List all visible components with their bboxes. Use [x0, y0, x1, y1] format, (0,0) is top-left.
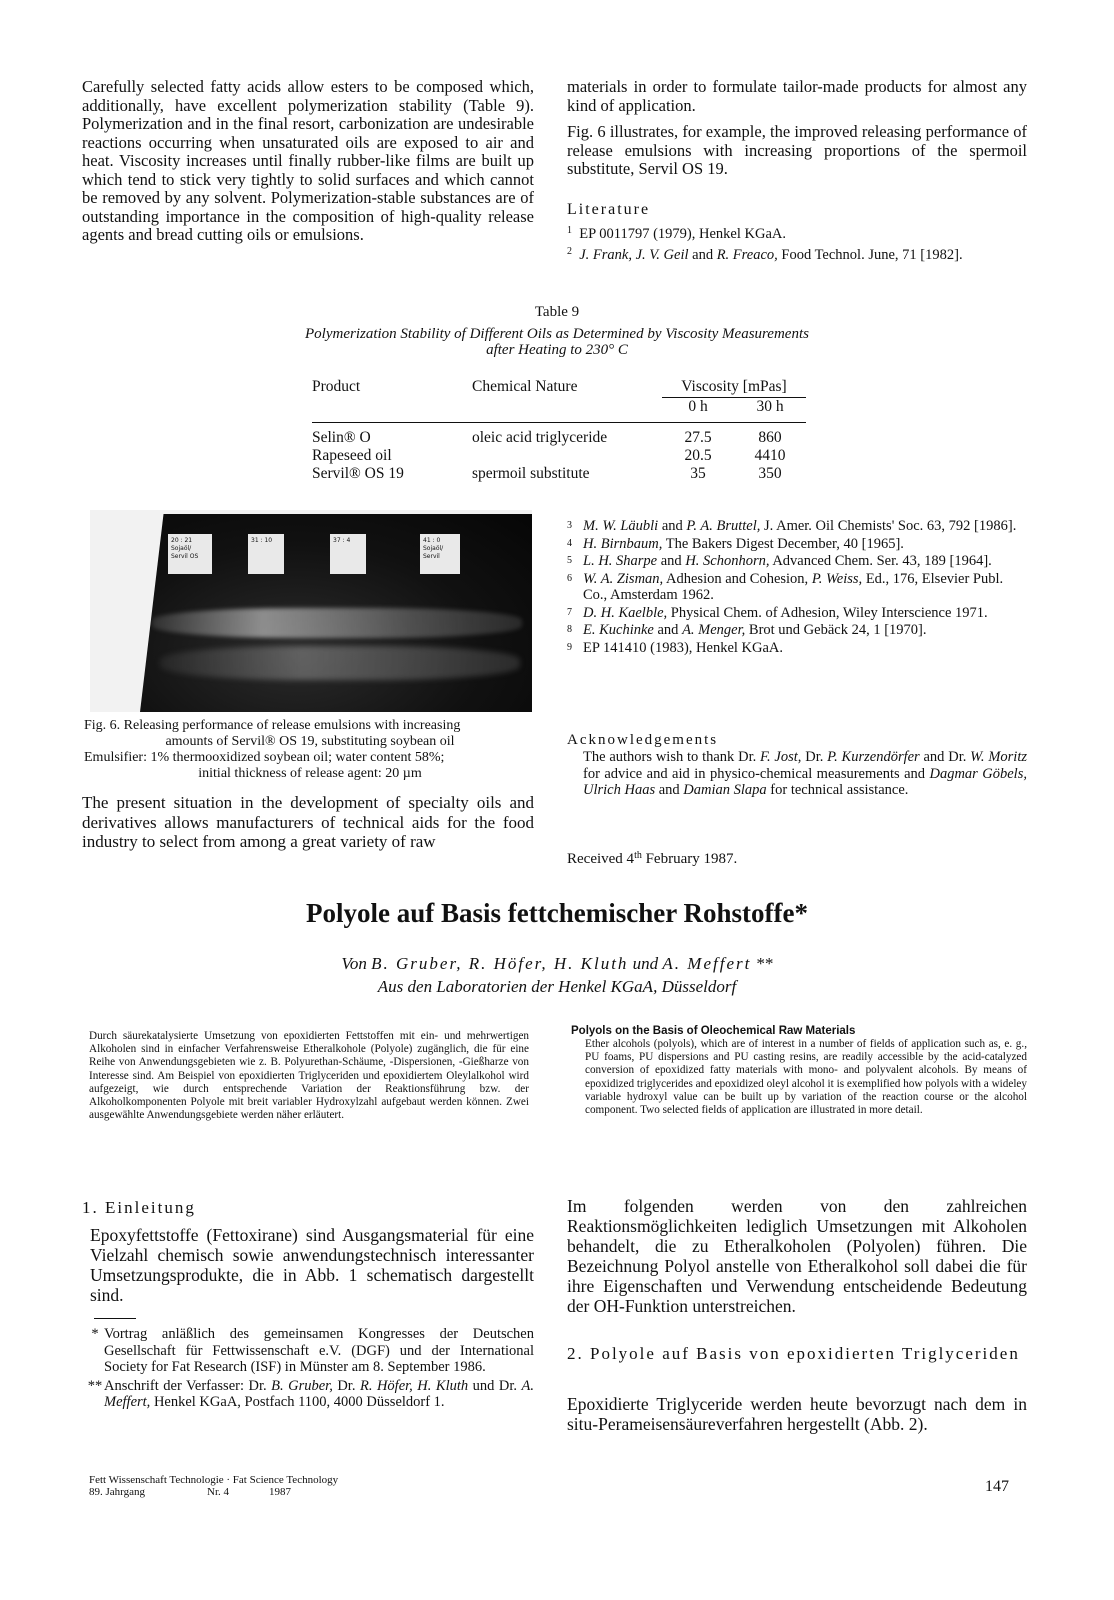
body-paragraph-polyole: Im folgenden werden von den zahlreichen Reaktionsmöglichkeiten lediglich Umsetzungen mit Alkoholen behandelt, die zu Etheralkoholen (Polyolen) führen. Die Bezeichnung Polyol anstelle von Etheralkohol soll dabei die für ihre Eigenschaften und Verwendung entscheidende Bedeutung der OH-Funktion unterstreichen.: [567, 1196, 1027, 1316]
reference-3: 3 M. W. Läubli and P. A. Bruttel, J. Amer. Oil Chemists' Soc. 63, 792 [1986].: [567, 518, 1017, 534]
table-row: Rapeseed oil 20.5 4410: [312, 447, 786, 464]
abstract-german: Durch säurekatalysierte Umsetzung von epoxidierten Fettstoffen mit ein- und mehrwertigen Alkoholen sind in einfacher Verfahrensweise Etheralkohole (Polyole) zugänglich, die für eine Reihe von Anwendungsgebieten wie z. B. Polyurethan-Schäume, -Dispersionen, -Gießharze von Interesse sind. Am Beispiel von epoxidierten Triglyceriden und epoxidiertem Oleylalkohol wird aufgezeigt, wie durch entsprechende Variation der Reaktionsführung bzw. der Alkoholkomponenten Polyole mit breit variabler Hydroxylzahl aufgebaut werden können. Zwei ausgewählte Anwendungsgebiete werden näher erläutert.: [89, 1030, 529, 1122]
received-date: Received 4th February 1987.: [567, 850, 738, 867]
table-header-product: Product: [312, 378, 361, 395]
references-list: [567, 518, 1027, 657]
reference-1: $^1$ EP 0011797 (1979), Henkel KGaA.: [567, 224, 786, 242]
table-row: Selin® O oleic acid triglyceride 27.5 860: [312, 429, 782, 446]
abstract-english-title: Polyols on the Basis of Oleochemical Raw Materials: [571, 1025, 856, 1037]
abstract-english: [571, 1024, 1027, 1117]
table-header-nature: Chemical Nature: [472, 378, 578, 395]
acknowledgements-text: The authors wish to thank Dr. F. Jost, Dr. P. Kurzendörfer and Dr. W. Moritz for advice and aid in physico-chemical measurements and Dagmar Göbels, Ulrich Haas and Damian Slapa for technical assistance.: [583, 749, 1027, 798]
reference-6: 6 W. A. Zisman, Adhesion and Cohesion, P. Weiss, Ed., 176, Elsevier Publ. Co., Amsterdam 1962.: [567, 570, 1004, 603]
footnotes: [86, 1326, 534, 1411]
article-affiliation: Aus den Laboratorien der Henkel KGaA, Düsseldorf: [377, 977, 737, 996]
body-paragraph-specialty-oils: The present situation in the development of specialty oils and derivatives allows manufacturers of technical aids for the food industry to select from among a great variety of raw: [82, 793, 534, 851]
abstract-english-text: Ether alcohols (polyols), which are of interest in a number of fields of application such as, e. g., PU foams, PU dispersions and PU casting resins, are readily accessible by the acid-catalyzed conversion of epoxidized fatty materials with mono- and polyvalent alcohols. By means of epoxidized triglycerides and epoxidized oleyl alcohol it is exemplified how polyols with a wideley variable hydroxyl value can be built up by variation of the reaction course or the alcohol component. Two selected fields of application are illustrated in more detail.: [585, 1038, 1027, 1117]
reference-2: $^2$ J. Frank, J. V. Geil and R. Freaco, Food Technol. June, 71 [1982].: [567, 246, 963, 263]
table-header-viscosity: Viscosity [mPas]: [662, 378, 806, 398]
photo-streak: [152, 608, 522, 638]
body-paragraph-polymerization: Carefully selected fatty acids allow esters to be composed which, additionally, have excellent polymerization stability (Table 9). Polymerization and in the final resort, carbonization are undesirable reactions occurring when unsaturated oils are exposed to air and heat. Viscosity increases until finally rubber-like films are built up which tend to stick very tightly to solid surfaces and which cannot be removed by any solvent. Polymerization-stable substances are of outstanding importance in the composition of high-quality release agents and bread cutting oils or emulsions.: [82, 77, 534, 244]
acknowledgements: [567, 732, 1027, 799]
right-column-top: [567, 78, 1027, 264]
table-header-30h: 30 h: [756, 398, 784, 415]
reference-9: 9 EP 141410 (1983), Henkel KGaA.: [567, 639, 784, 656]
table-9-label: Table 9: [534, 304, 580, 320]
photo-label-card: 41 : 0 Sojaöl/ Servil: [420, 534, 460, 574]
fig6-photo: [90, 510, 532, 712]
table-row: Servil® OS 19 spermoil substitute 35 350: [312, 465, 782, 482]
photo-streak: [160, 646, 520, 680]
photo-label-card: 37 : 4: [330, 534, 366, 574]
literature-heading: Literature: [567, 200, 651, 218]
reference-8: 8 E. Kuchinke and A. Menger, Brot und Gebäck 24, 1 [1970].: [567, 622, 927, 638]
body-paragraph-materials: materials in order to formulate tailor-made products for almost any kind of application.: [567, 77, 1027, 115]
article-byline: Von B. Gruber, R. Höfer, H. Kluth und A. Meffert **: [341, 954, 773, 973]
photo-label-card: 20 : 21 Sojaöl/ Servil OS: [168, 534, 212, 574]
table-header-0h: 0 h: [688, 398, 708, 415]
acknowledgements-heading: Acknowledgements: [567, 732, 719, 748]
reference-5: 5 L. H. Sharpe and H. Schonhorn, Advanced Chem. Ser. 43, 189 [1964].: [567, 553, 992, 569]
section-1-text: Epoxyfettstoffe (Fettoxirane) sind Ausgangsmaterial für eine Vielzahl chemisch sowie anwendungstechnisch interessanter Umsetzungsprodukte, die in Abb. 1 schematisch dargestellt sind.: [90, 1225, 534, 1305]
photo-label-card: 31 : 10: [248, 534, 284, 574]
footnote-1: * Vortrag anläßlich des gemeinsamen Kongresses der Deutschen Gesellschaft für Fettwissenschaft e.V. (DGF) und der International Society for Fat Research (ISF) in Münster am 8. September 1986.: [91, 1326, 534, 1375]
footnote-2: ** Anschrift der Verfasser: Dr. B. Gruber, Dr. R. Höfer, H. Kluth und Dr. A. Meffert, Henkel KGaA, Postfach 1100, 4000 Düsseldorf 1.: [87, 1377, 535, 1410]
reference-7: 7 D. H. Kaelble, Physical Chem. of Adhesion, Wiley Interscience 1971.: [567, 604, 988, 621]
page-number: 147: [985, 1478, 1009, 1495]
section-2-text: Epoxidierte Triglyceride werden heute bevorzugt nach dem in situ-Perameisensäureverfahren hergestellt (Abb. 2).: [567, 1394, 1027, 1434]
fig6-caption: Fig. 6. Releasing performance of release emulsions with increasing amounts of Servil® OS 19, substituting soybean oil Emulsifier: 1% thermooxidized soybean oil; water content 58%; initial thickness of release agent: 20 µm: [84, 718, 461, 781]
article-title: Polyole auf Basis fettchemischer Rohstoffe*: [306, 898, 808, 928]
footnote-divider: [94, 1318, 136, 1319]
reference-4: 4 H. Birnbaum, The Bakers Digest December, 40 [1965].: [567, 535, 904, 552]
journal-footer: Fett Wissenschaft Technologie · Fat Science Technology 89. Jahrgang Nr. 4 1987: [89, 1474, 339, 1498]
section-1-heading: 1. Einleitung: [82, 1198, 196, 1217]
table-9-caption: Polymerization Stability of Different Oils as Determined by Viscosity Measurements after Heating to 230° C: [305, 326, 809, 358]
body-paragraph-fig6: Fig. 6 illustrates, for example, the improved releasing performance of release emulsions with increasing proportions of the spermoil substitute, Servil OS 19.: [567, 122, 1027, 178]
table-9: [312, 378, 806, 483]
section-2-heading: 2. Polyole auf Basis von epoxidierten Triglyceriden: [567, 1344, 1020, 1363]
